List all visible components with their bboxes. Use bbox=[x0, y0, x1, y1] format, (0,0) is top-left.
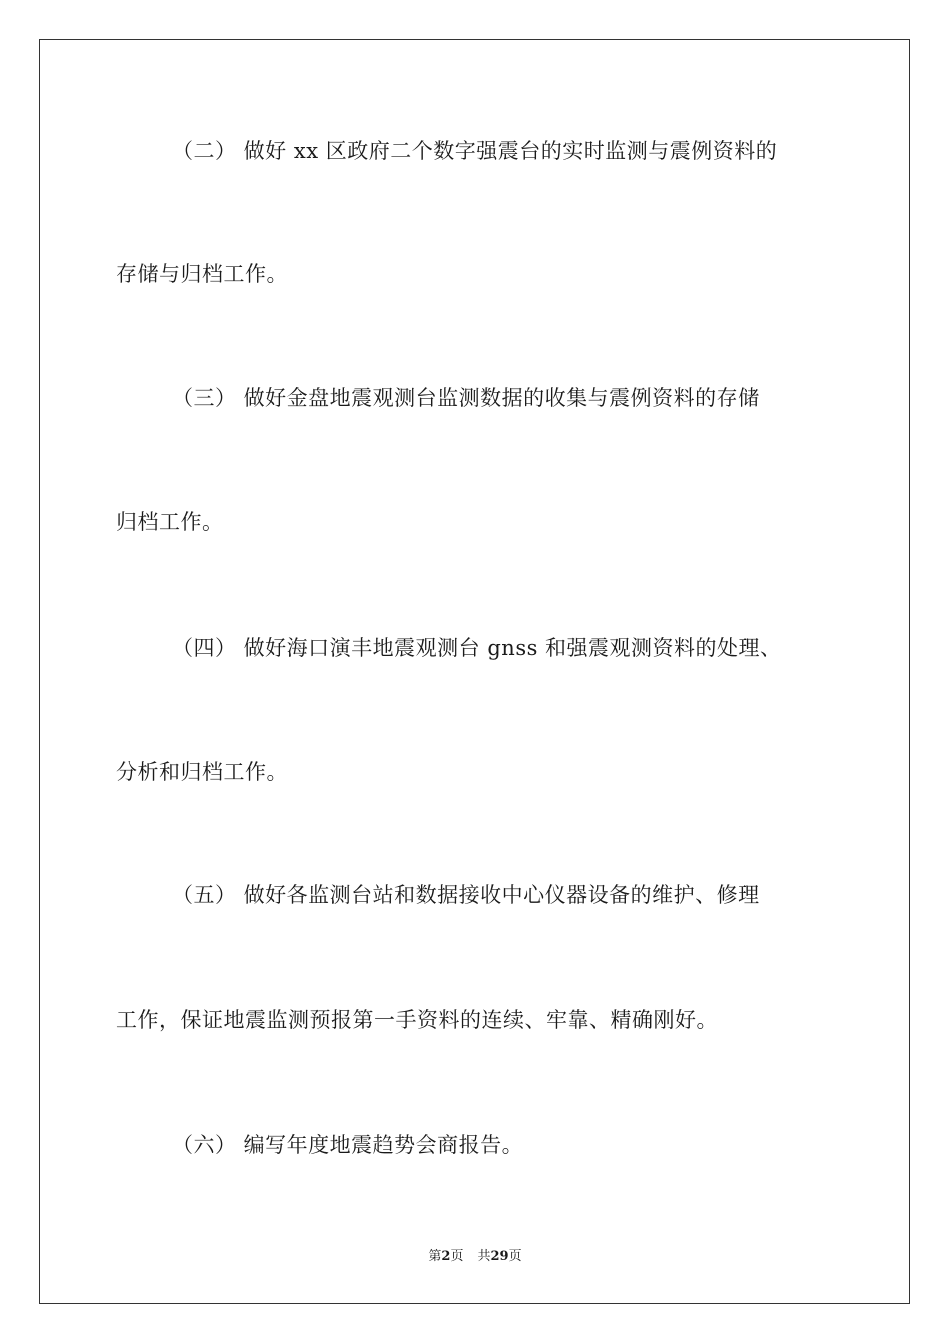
page-border bbox=[39, 39, 910, 1304]
footer-total-pages: 29 bbox=[490, 1249, 509, 1264]
paragraph-2-line-2: 存储与归档工作。 bbox=[116, 262, 288, 286]
footer-page-number: 2 bbox=[441, 1249, 451, 1264]
footer-total-suffix: 页 bbox=[508, 1249, 522, 1264]
paragraph-6-line-1: （六） 编写年度地震趋势会商报告。 bbox=[172, 1133, 524, 1157]
footer-page-suffix: 页 bbox=[450, 1249, 464, 1264]
paragraph-2-line-1: （二） 做好 xx 区政府二个数字强震台的实时监测与震例资料的 bbox=[172, 139, 778, 163]
paragraph-5-line-2: 工作，保证地震监测预报第一手资料的连续、牢靠、精确刚好。 bbox=[116, 1008, 718, 1032]
paragraph-3-line-1: （三） 做好金盘地震观测台监测数据的收集与震例资料的存储 bbox=[172, 386, 760, 410]
paragraph-3-line-2: 归档工作。 bbox=[116, 510, 224, 534]
paragraph-4-line-2: 分析和归档工作。 bbox=[116, 760, 288, 784]
paragraph-4-line-1: （四） 做好海口演丰地震观测台 gnss 和强震观测资料的处理、 bbox=[172, 636, 782, 660]
page-footer bbox=[0, 1248, 950, 1266]
footer-page-prefix: 第 bbox=[428, 1249, 442, 1264]
footer-total-prefix: 共 bbox=[477, 1249, 491, 1264]
paragraph-5-line-1: （五） 做好各监测台站和数据接收中心仪器设备的维护、修理 bbox=[172, 883, 760, 907]
